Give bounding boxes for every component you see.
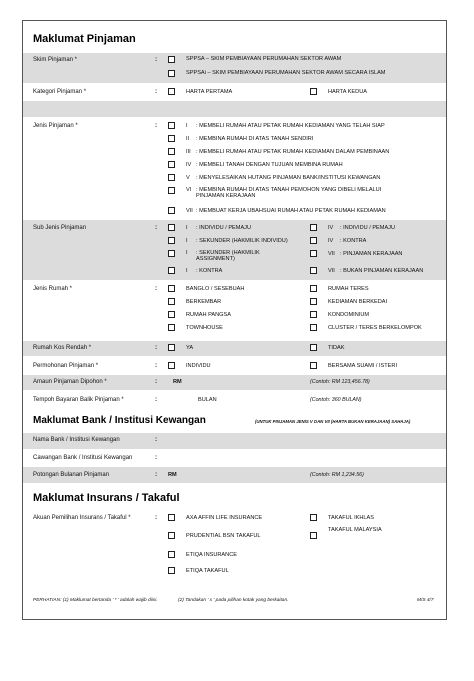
amaun-input[interactable] (186, 377, 296, 387)
option-sub-right-2: IV : KONTRA (328, 238, 367, 244)
checkbox-jenis-2[interactable] (168, 135, 175, 142)
option-individu: INDIVIDU (186, 363, 211, 369)
option-sub-right-1: IV : INDIVIDU / PEMAJU (328, 225, 396, 231)
checkbox-rumah-pangsa[interactable] (168, 311, 175, 318)
option-jenis-1: I : MEMBELI RUMAH ATAU PETAK RUMAH KEDIAMAN YANG TELAH SIAP (186, 123, 385, 129)
insurans-label: Akuan Pemilihan Insurans / Takaful * (33, 515, 131, 521)
checkbox-sub-left-4[interactable] (168, 267, 175, 274)
tempoh-label: Tempoh Bayaran Balik Pinjaman * (33, 397, 124, 403)
checkbox-jenis-5[interactable] (168, 174, 175, 181)
option-rumah-berkedai: KEDIAMAN BERKEDAI (328, 299, 388, 305)
section-title-bank: Maklumat Bank / Institusi Kewangan (33, 415, 206, 426)
option-skim-sppsa: SPPSA – SKIM PEMBIAYAAN PERUMAHAN SEKTOR AWAM (186, 56, 342, 62)
tempoh-unit: BULAN (198, 397, 217, 403)
checkbox-jenis-4[interactable] (168, 161, 175, 168)
colon: : (155, 396, 158, 403)
option-bersama: BERSAMA SUAMI / ISTERI (328, 363, 398, 369)
checkbox-jenis-7[interactable] (168, 207, 175, 214)
checkbox-takaful-malaysia[interactable] (310, 532, 317, 539)
colon: : (155, 344, 158, 351)
section-title-insurans: Maklumat Insurans / Takaful (33, 492, 180, 504)
checkbox-rumah-kondominium[interactable] (310, 311, 317, 318)
option-sub-left-4: I : KONTRA (186, 268, 223, 274)
checkbox-skim-sppsa[interactable] (168, 56, 175, 63)
amaun-currency: RM (173, 379, 182, 385)
sub-jenis-label: Sub Jenis Pinjaman (33, 225, 87, 231)
option-etiqa-insurance: ETIQA INSURANCE (186, 552, 237, 558)
checkbox-kos-tidak[interactable] (310, 344, 317, 351)
cawangan-label: Cawangan Bank / Institusi Kewangan (33, 455, 133, 461)
checkbox-rumah-banglo[interactable] (168, 285, 175, 292)
checkbox-etiqa-insurance[interactable] (168, 551, 175, 558)
spacer-band (23, 101, 446, 117)
option-rumah-berkembar: BERKEMBAR (186, 299, 222, 305)
colon: : (155, 362, 158, 369)
tempoh-input[interactable] (168, 395, 196, 405)
section-title-pinjaman: Maklumat Pinjaman (33, 33, 136, 45)
option-skim-sppsai: SPPSAi – SKIM PEMBIAYAAN PERUMAHAN SEKTOR AWAM SECARA ISLAM (186, 70, 386, 76)
checkbox-jenis-3[interactable] (168, 148, 175, 155)
checkbox-individu[interactable] (168, 362, 175, 369)
colon: : (155, 122, 158, 129)
option-harta-kedua: HARTA KEDUA (328, 89, 367, 95)
potongan-label: Potongan Bulanan Pinjaman (33, 472, 110, 478)
amaun-label: Amaun Pinjaman Dipohon * (33, 379, 107, 385)
option-rumah-kondominium: KONDOMINIUM (328, 312, 370, 318)
option-takaful-malaysia: TAKAFUL MALAYSIA (328, 527, 382, 533)
checkbox-sub-right-3[interactable] (310, 250, 317, 257)
option-jenis-5: V : MENYELESAIKAN HUTANG PINJAMAN BANK/INSTITUSI KEWANGAN (186, 175, 381, 181)
footer-note-1: PERHATIAN: (1) Maklumat bertanda ' * ' adalah wajib diisi. (33, 598, 158, 603)
skim-label: Skim Pinjaman * (33, 57, 78, 63)
colon: : (155, 514, 158, 521)
checkbox-rumah-townhouse[interactable] (168, 324, 175, 331)
option-kos-ya: YA (186, 345, 194, 351)
jenis-pinjaman-label: Jenis Pinjaman * (33, 123, 78, 129)
amaun-hint: (Contoh: RM 123,456.78) (310, 379, 370, 385)
cawangan-input[interactable] (168, 453, 438, 464)
colon: : (155, 378, 158, 385)
permohonan-label: Permohonan Pinjaman * (33, 363, 99, 369)
option-jenis-4: IV : MEMBELI TANAH DENGAN TUJUAN MEMBINA RUMAH (186, 162, 343, 168)
page-number: M/S 4/7 (417, 598, 434, 603)
checkbox-rumah-teres[interactable] (310, 285, 317, 292)
checkbox-takaful-ikhlas[interactable] (310, 514, 317, 521)
nama-bank-input[interactable] (168, 435, 438, 446)
bank-note: (UNTUK PINJAMAN JENIS V DAN VII (HARTA BUKAN KERAJAAN) SAHAJA) (255, 419, 411, 424)
checkbox-axa[interactable] (168, 514, 175, 521)
option-axa: AXA AFFIN LIFE INSURANCE (186, 515, 263, 521)
option-jenis-6: VI : MEMBINA RUMAH DI ATAS TANAH PEMOHON YANG DIBELI MELALUI PINJAMAN KERAJAAN (186, 187, 382, 200)
checkbox-harta-kedua[interactable] (310, 88, 317, 95)
checkbox-sub-right-4[interactable] (310, 267, 317, 274)
option-jenis-7: VII : MEMBUAT KERJA UBAHSUAI RUMAH ATAU PETAK RUMAH KEDIAMAN (186, 208, 386, 214)
option-jenis-3: III : MEMBELI RUMAH ATAU PETAK RUMAH KEDIAMAN DALAM PEMBINAAN (186, 149, 390, 155)
checkbox-jenis-1[interactable] (168, 122, 175, 129)
colon: : (155, 471, 158, 478)
checkbox-etiqa-takaful[interactable] (168, 567, 175, 574)
option-etiqa-takaful: ETIQA TAKAFUL (186, 568, 229, 574)
option-prudential: PRUDENTIAL BSN TAKAFUL (186, 533, 261, 539)
option-jenis-2: II : MEMBINA RUMAH DI ATAS TANAH SENDIRI (186, 136, 314, 142)
option-kos-tidak: TIDAK (328, 345, 345, 351)
colon: : (155, 88, 158, 95)
option-rumah-pangsa: RUMAH PANGSA (186, 312, 231, 318)
option-rumah-banglo: BANGLO / SESEBUAH (186, 286, 245, 292)
option-sub-left-1: I : INDIVIDU / PEMAJU (186, 225, 252, 231)
colon: : (155, 454, 158, 461)
form-page (22, 20, 447, 620)
colon: : (155, 224, 158, 231)
checkbox-sub-right-2[interactable] (310, 237, 317, 244)
option-sub-right-4: VII : BUKAN PINJAMAN KERAJAAN (328, 268, 424, 274)
kategori-label: Kategori Pinjaman * (33, 89, 87, 95)
kos-rendah-label: Rumah Kos Rendah * (33, 345, 92, 351)
option-sub-left-3: I : SEKUNDER (HAKMILIK ASSIGNMENT) (186, 250, 260, 263)
checkbox-jenis-6[interactable] (168, 187, 175, 194)
colon: : (155, 56, 158, 63)
checkbox-sub-left-3[interactable] (168, 250, 175, 257)
option-rumah-townhouse: TOWNHOUSE (186, 325, 223, 331)
option-sub-left-2: I : SEKUNDER (HAKMILIK INDIVIDU) (186, 238, 288, 244)
option-rumah-cluster: CLUSTER / TERES BERKELOMPOK (328, 325, 422, 331)
potongan-currency: RM (168, 472, 177, 478)
footer-note-2: (2) Tandakan ' x ' pada pilihan kotak yang berkaitan. (178, 598, 289, 603)
checkbox-rumah-berkembar[interactable] (168, 298, 175, 305)
potongan-hint: (Contoh: RM 1,234.56) (310, 472, 364, 478)
potongan-input[interactable] (183, 470, 293, 480)
checkbox-sub-left-1[interactable] (168, 224, 175, 231)
colon: : (155, 436, 158, 443)
checkbox-harta-pertama[interactable] (168, 88, 175, 95)
checkbox-skim-sppsai[interactable] (168, 70, 175, 77)
option-takaful-ikhlas: TAKAFUL IKHLAS (328, 515, 375, 521)
checkbox-rumah-cluster[interactable] (310, 324, 317, 331)
option-rumah-teres: RUMAH TERES (328, 286, 369, 292)
checkbox-sub-right-1[interactable] (310, 224, 317, 231)
checkbox-bersama[interactable] (310, 362, 317, 369)
checkbox-sub-left-2[interactable] (168, 237, 175, 244)
checkbox-rumah-berkedai[interactable] (310, 298, 317, 305)
option-harta-pertama: HARTA PERTAMA (186, 89, 233, 95)
nama-bank-label: Nama Bank / Institusi Kewangan (33, 437, 120, 443)
checkbox-prudential[interactable] (168, 532, 175, 539)
jenis-rumah-label: Jenis Rumah * (33, 286, 73, 292)
colon: : (155, 285, 158, 292)
checkbox-kos-ya[interactable] (168, 344, 175, 351)
tempoh-hint: (Contoh: 360 BULAN) (310, 397, 362, 403)
option-sub-right-3: VII : PINJAMAN KERAJAAN (328, 251, 403, 257)
